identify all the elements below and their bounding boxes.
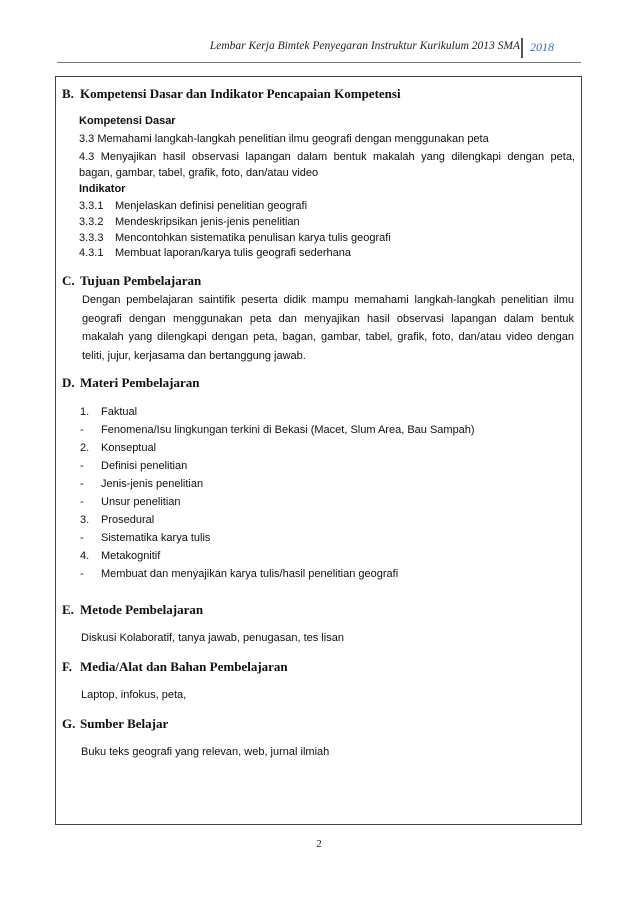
- materi-item: [80, 513, 154, 527]
- section-b-heading: [62, 86, 401, 102]
- materi-marker: -: [80, 568, 84, 580]
- materi-marker: 4.: [80, 550, 90, 562]
- materi-text: Sistematika karya tulis: [101, 532, 211, 544]
- materi-marker: -: [80, 496, 84, 508]
- section-d-letter: D.: [62, 375, 75, 390]
- materi-marker: -: [80, 532, 84, 544]
- materi-marker: 2.: [80, 442, 90, 454]
- section-c-letter: C.: [62, 273, 75, 288]
- header-title: Lembar Kerja Bimtek Penyegaran Instruktur Kurikulum 2013 SMA: [209, 40, 520, 52]
- indikator-num: 3.3.2: [79, 216, 104, 228]
- sumber-text: Buku teks geografi yang relevan, web, jurnal ilmiah: [81, 746, 330, 758]
- section-d-heading: [62, 375, 199, 391]
- indikator-text: Mendeskripsikan jenis-jenis penelitian: [115, 216, 300, 228]
- indikator-heading: Indikator: [79, 183, 126, 195]
- page-header: [0, 38, 638, 60]
- materi-item: [80, 459, 187, 473]
- kd-heading: Kompetensi Dasar: [79, 115, 176, 127]
- materi-marker: -: [80, 478, 84, 490]
- indikator-num: 3.3.3: [79, 232, 104, 244]
- materi-text: Jenis-jenis penelitian: [101, 478, 204, 490]
- kd-line: bagan, gambar, tabel, grafik, foto, dan/atau video: [79, 167, 319, 179]
- materi-item: [80, 441, 156, 455]
- section-e-letter: E.: [62, 602, 74, 617]
- kd-line: 3.3 Memahami langkah-langkah penelitian ilmu geografi dengan menggunakan peta: [79, 133, 489, 145]
- materi-item: [80, 495, 181, 509]
- header-separator: [521, 38, 523, 58]
- indikator-text: Menjelaskan definisi penelitian geografi: [115, 200, 308, 212]
- indikator-item: [79, 199, 307, 213]
- section-f-letter: F.: [62, 659, 72, 674]
- indikator-item: [79, 231, 391, 245]
- section-e-heading: [62, 602, 203, 618]
- materi-text: Faktual: [101, 406, 138, 418]
- indikator-text: Mencontohkan sistematika penulisan karya tulis geografi: [115, 232, 391, 244]
- header-rule: [57, 62, 581, 63]
- materi-marker: 3.: [80, 514, 90, 526]
- section-d-title: Materi Pembelajaran: [80, 375, 200, 390]
- materi-text: Prosedural: [101, 514, 155, 526]
- page-number: 2: [316, 838, 322, 850]
- materi-text: Fenomena/Isu lingkungan terkini di Bekasi (Macet, Slum Area, Bau Sampah): [101, 424, 475, 436]
- indikator-num: 4.3.1: [79, 247, 104, 259]
- section-g-letter: G.: [62, 716, 76, 731]
- materi-text: Unsur penelitian: [101, 496, 181, 508]
- materi-item: [80, 405, 137, 419]
- section-f-heading: [62, 659, 288, 675]
- section-c-heading: [62, 273, 201, 289]
- materi-item: [80, 423, 475, 437]
- header-year: 2018: [530, 40, 554, 54]
- section-f-title: Media/Alat dan Bahan Pembelajaran: [80, 659, 288, 674]
- materi-item: [80, 567, 398, 581]
- materi-text: Membuat dan menyajikan karya tulis/hasil penelitian geografi: [101, 568, 399, 580]
- section-b-title: Kompetensi Dasar dan Indikator Pencapaian Kompetensi: [80, 86, 401, 101]
- kd-line: 4.3 Menyajikan hasil observasi lapangan dalam bentuk makalah yang dilengkapi dengan peta,: [79, 151, 575, 163]
- materi-item: [80, 477, 203, 491]
- materi-marker: -: [80, 460, 84, 472]
- materi-text: Definisi penelitian: [101, 460, 188, 472]
- section-g-heading: [62, 716, 168, 732]
- section-e-title: Metode Pembelajaran: [80, 602, 204, 617]
- indikator-item: [79, 246, 351, 260]
- materi-marker: -: [80, 424, 84, 436]
- section-c-title: Tujuan Pembelajaran: [80, 273, 202, 288]
- materi-marker: 1.: [80, 406, 90, 418]
- materi-item: [80, 531, 210, 545]
- materi-item: [80, 549, 160, 563]
- tujuan-paragraph: Dengan pembelajaran saintifik peserta didik mampu memahami langkah-langkah penelitian ilmu geografi dengan menggunakan peta dan menyajikan hasil observasi lapangan dalam bentuk makalah yang dilengkapi dengan peta, bagan, gambar, tabel, grafik, foto, dan/atau video dengan teliti, jujur, kerjasama dan bertanggung jawab.: [82, 294, 574, 362]
- section-b-letter: B.: [62, 86, 74, 101]
- materi-text: Konseptual: [101, 442, 157, 454]
- indikator-text: Membuat laporan/karya tulis geografi sederhana: [115, 247, 352, 259]
- materi-text: Metakognitif: [101, 550, 161, 562]
- metode-text: Diskusi Kolaboratif, tanya jawab, penugasan, tes lisan: [81, 632, 344, 644]
- indikator-num: 3.3.1: [79, 200, 104, 212]
- section-g-title: Sumber Belajar: [80, 716, 169, 731]
- media-text: Laptop, infokus, peta,: [81, 689, 187, 701]
- indikator-item: [79, 215, 300, 229]
